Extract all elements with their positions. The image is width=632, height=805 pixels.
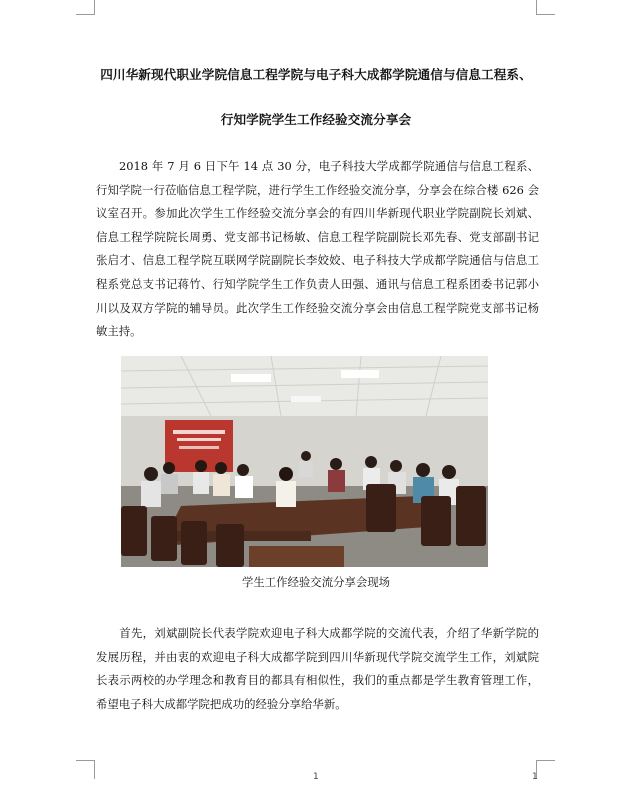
photo-caption: 学生工作经验交流分享会现场 [241, 575, 391, 589]
paragraph-2-text: 首先，刘斌副院长代表学院欢迎电子科大成都学院的交流代表，介绍了华新学院的发展历程，并由衷的欢迎电子科大成都学院到四川华新现代学院交流学生工作，刘斌院长表示两校的办学理念和教育目的都具有相似性，我们的重点都是学生教育管理工作，希望电子科大成都学院把成功的经验分享给华新。 [96, 626, 539, 711]
margin-mark-top-left [76, 0, 95, 15]
page-number-right: 1 [532, 772, 538, 782]
paragraph-1 [96, 155, 539, 344]
meeting-photo [121, 356, 488, 567]
margin-mark-top-right [536, 0, 555, 15]
margin-mark-bottom-left [76, 760, 95, 779]
paragraph-1-text: 2018 年 7 月 6 日下午 14 点 30 分，电子科技大学成都学院通信与信息工程系、行知学院一行莅临信息工程学院，进行学生工作经验交流分享，分享会在综合楼 626 会议室召开。参加此次学生工作经验交流分享会的有四川华新现代职业学院副院长刘斌、信息工程学院院长周勇、党支部书记杨敏、信息工程学院副院长邓先春、党支部副书记张启才、信息工程学院互联网学院副院长李姣姣、电子科技大学成都学院通信与信息工程系党总支书记蒋竹、行知学院学生工作负责人田强、通讯与信息工程系团委书记郭小川以及双方学院的辅导员。此次学生工作经验交流分享会由信息工程学院党支部书记杨敏主持。 [96, 159, 539, 339]
document-title-line-2: 行知学院学生工作经验交流分享会 [220, 112, 412, 127]
document-title-line-1: 四川华新现代职业学院信息工程学院与电子科大成都学院通信与信息工程系、 [100, 67, 532, 82]
margin-mark-bottom-right [536, 760, 555, 779]
paragraph-2 [96, 622, 539, 716]
page-number: 1 [313, 772, 319, 782]
